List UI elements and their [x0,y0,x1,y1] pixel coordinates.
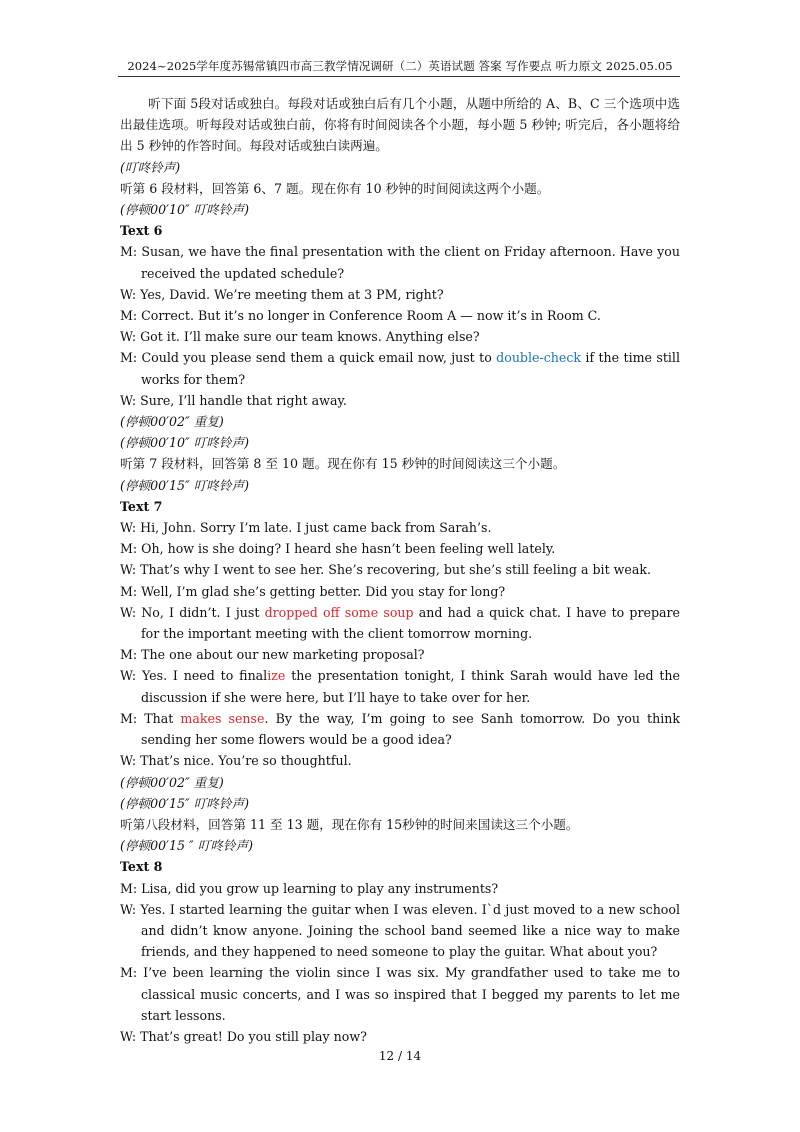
listening-transcript [120,93,680,1047]
text6-heading: Text 6 [120,223,163,239]
cue-line: (停顿00′10″ 叮咚铃声) [120,202,250,218]
dialogue-line: M: Well, I’m glad she’s getting better. Did you stay for long? [120,583,506,599]
text8-heading: Text 8 [120,859,163,875]
dialogue-line: W: That’s great! Do you still play now? [120,1028,367,1044]
line-text: if the time still works for them? [141,350,680,387]
dialogue-line: M: I’ve been learning the violin since I was six. My grandfather used to take me to classical music concerts, and I was so inspired that I begged my parents to let me start lessons. [120,965,680,1023]
highlight-red: dropped off some soup [264,604,414,620]
page-header: 2024~2025学年度苏锡常镇四市高三教学情况调研（二）英语试题 答案 写作要点 听力原文 2025.05.05 [127,59,673,73]
dialogue-line: W: Sure, I’ll handle that right away. [120,392,347,408]
line-text: W: No, I didn’t. I just [120,604,265,620]
header-rule [118,76,680,77]
line-text: M: That [120,710,181,726]
dialogue-line: M: Lisa, did you grow up learning to play any instruments? [120,880,499,896]
cue-line: (停顿00′15 ″ 叮咚铃声) [120,838,254,854]
cue-line: (叮咚铃声) [120,159,181,175]
highlight-red: makes sense [180,710,265,726]
dialogue-line: M: Susan, we have the final presentation with the client on Friday afternoon. Have you received the updated schedule? [120,244,680,281]
dialogue-line: W: That’s why I went to see her. She’s recovering, but she’s still feeling a bit weak. [120,562,652,578]
section-instruction: 听第 6 段材料，回答第 6、7 题。现在你有 10 秒钟的时间阅读这两个小题。 [120,180,550,196]
section-instruction: 听第 7 段材料，回答第 8 至 10 题。现在你有 15 秒钟的时间阅读这三个小题。 [120,456,566,472]
dialogue-line: M: The one about our new marketing proposal? [120,647,425,663]
dialogue-line [120,602,680,644]
dialogue-line: W: Hi, John. Sorry I’m late. I just came back from Sarah’s. [120,520,492,536]
page-number: 12 / 14 [378,1049,422,1063]
cue-line: (停顿00′02″ 重复) [120,774,224,790]
line-text: W: Yes. I need to final [120,668,268,684]
dialogue-line: M: Correct. But it’s no longer in Conference Room A — now it’s in Room C. [120,308,601,324]
line-text: . By the way, I’m going to see Sanh tomorrow. Do you think sending her some flowers would be a good idea? [141,710,680,748]
dialogue-line: W: Got it. I’ll make sure our team knows. Anything else? [120,329,480,345]
dialogue-line [120,708,680,750]
text7-heading: Text 7 [120,498,163,514]
highlight-red: ize [267,668,286,684]
instructions-paragraph: 听下面 5段对话或独白。每段对话或独白后有几个小题，从题中所给的 A、B、C 三个选项中选出最佳选项。听每段对话或独白前，你将有时间阅读各个小题，每小题 5 秒钟; 听完后，各小题将给出 5 秒钟的作答时间。每段对话或独白读两遍。 [120,96,680,154]
dialogue-line [120,665,680,707]
dialogue-line: W: Yes. I started learning the guitar when I was eleven. I`d just moved to a new school and didn’t know anyone. Joining the school band seemed like a nice way to make friends, and they happened to need someone to play the guitar. What about you? [120,901,680,960]
line-text: the presentation tonight, I think Sarah would have led the discussion if she were here, but I’ll haye to take over for her. [141,668,680,705]
dialogue-line: W: That’s nice. You’re so thoughtful. [120,753,352,769]
line-text: and had a quick chat. I have to prepare for the important meeting with the client tomorrow morning. [141,604,681,642]
cue-line: (停顿00′15″ 叮咚铃声) [120,477,250,493]
cue-line: (停顿00′15″ 叮咚铃声) [120,795,250,811]
highlight-blue: double-check [496,350,582,366]
section-instruction: 听第八段材料，回答第 11 至 13 题，现在你有 15秒钟的时间来国读这三个小题。 [120,816,579,832]
dialogue-line: W: Yes, David. We’re meeting them at 3 PM, right? [120,286,444,302]
dialogue-line: M: Oh, how is she doing? I heard she hasn’t been feeling well lately. [120,541,556,557]
dialogue-line [120,347,680,389]
cue-line: (停顿00′02″ 重复) [120,414,224,430]
cue-line: (停顿00′10″ 叮咚铃声) [120,435,250,451]
line-text: M: Could you please send them a quick email now, just to [120,350,497,366]
